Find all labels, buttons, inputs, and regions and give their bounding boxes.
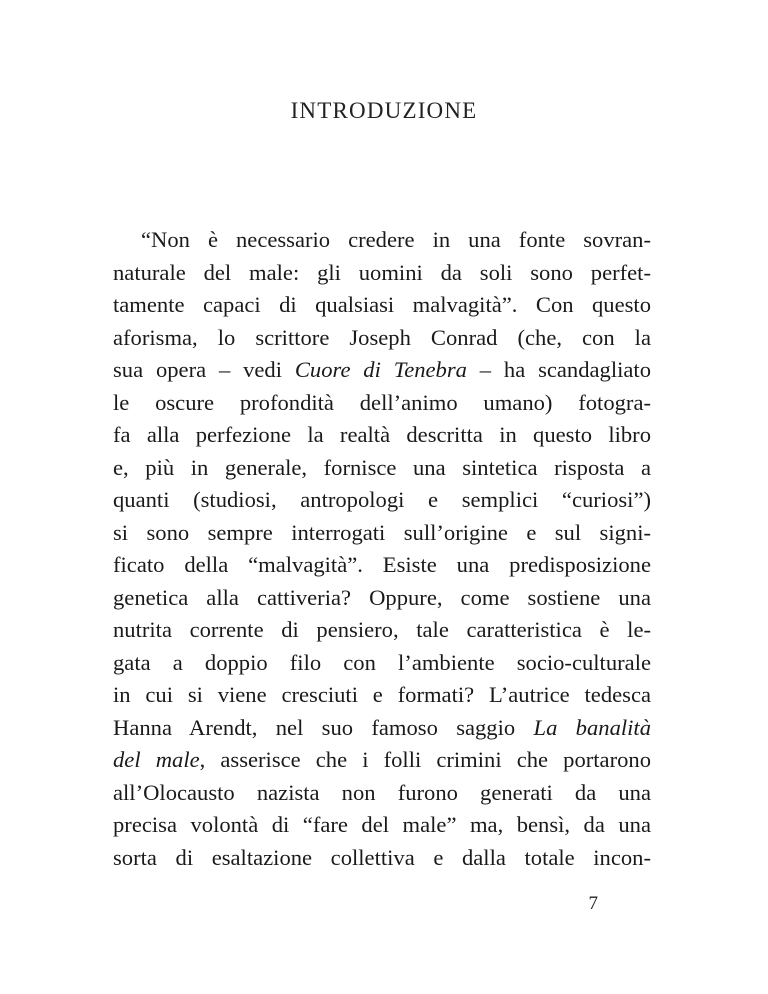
text-line: in cui si viene cresciuti e formati? L’autrice tedesca — [113, 682, 651, 707]
body-paragraph — [113, 224, 651, 874]
text-line: all’Olocausto nazista non furono generati da una — [113, 779, 651, 805]
text-line — [113, 354, 651, 387]
text-line: e, più in generale, fornisce una sintetica risposta a — [113, 454, 651, 480]
text-segment: – ha scandagliato — [466, 357, 651, 382]
text-line: tamente capaci di qualsiasi malvagità”. Con questo — [113, 292, 651, 317]
text-line: sorta di esaltazione collettiva e dalla totale incon- — [113, 844, 651, 870]
text-segment: Hanna Arendt, nel suo famoso saggio — [113, 714, 534, 740]
book-title-italic: Cuore di Tenebra — [294, 357, 467, 382]
text-line: genetica alla cattiveria? Oppure, come sostiene una — [113, 584, 651, 610]
text-line: nutrita corrente di pensiero, tale caratteristica è le- — [113, 617, 651, 642]
text-line: si sono sempre interrogati sull’origine e sul signi- — [113, 519, 651, 545]
text-segment: , asserisce che i folli crimini che portarono — [199, 747, 651, 772]
book-title-italic: del male — [113, 747, 200, 772]
text-line: quanti (studiosi, antropologi e semplici “curiosi”) — [113, 487, 651, 512]
text-line: gata a doppio filo con l’ambiente socio-culturale — [113, 649, 651, 675]
text-line: fa alla perfezione la realtà descritta in questo libro — [113, 422, 651, 447]
text-line — [113, 744, 651, 777]
text-line — [113, 712, 651, 745]
text-line: aforisma, lo scrittore Joseph Conrad (che, con la — [113, 324, 651, 350]
book-title-italic: La banalità — [533, 714, 651, 740]
text-line: precisa volontà di “fare del male” ma, bensì, da una — [113, 812, 651, 837]
text-line: le oscure profondità dell’animo umano) fotogra- — [113, 389, 651, 415]
text-segment: sua opera – vedi — [113, 357, 295, 382]
page-number: 7 — [588, 893, 598, 914]
chapter-title: INTRODUZIONE — [290, 98, 478, 123]
text-line: naturale del male: gli uomini da soli sono perfet- — [113, 259, 651, 285]
text-line: “Non è necessario credere in una fonte sovran- — [141, 227, 651, 252]
text-line: ficato della “malvagità”. Esiste una predisposizione — [113, 552, 651, 577]
